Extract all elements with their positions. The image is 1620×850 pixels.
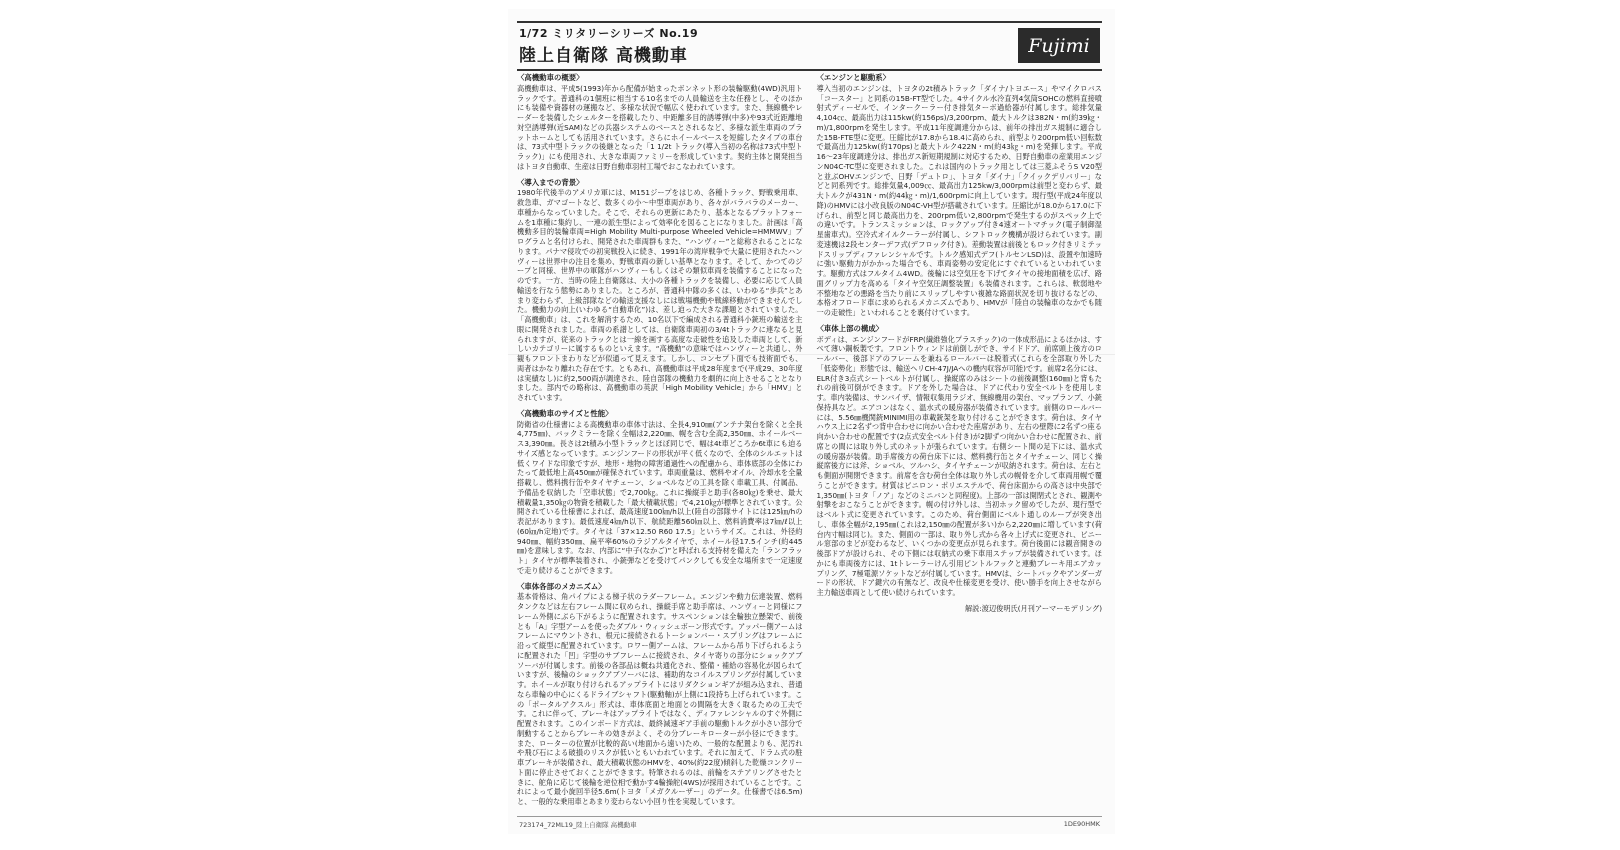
section-heading: 〈高機動車の概要〉: [517, 73, 584, 82]
series-label: 1/72 ミリタリーシリーズ No.19: [519, 27, 699, 40]
section-heading: 〈高機動車のサイズと性能〉: [517, 408, 613, 418]
brand-logo: Fujimi: [1018, 28, 1100, 63]
author-credit: 解説:渡辺俊明氏(月刊アーマーモデリング): [964, 603, 1102, 613]
section-paragraph: 1980年代後半のアメリカ軍には、M151ジープをはじめ、各種トラック、野戦乗用車、救急車、ガマゴートなど、数多くの小〜中型車両があり、各々がバラバラのメーカー、車種からなっていました。そこで、それらの更新にあたり、基本となるプラットフォームを1車種に集約し、一連の派生型によって効率化を図ることになりました。計画は「高機動多目的装輪車両=High Mobility Multi-purpose Wheeled Vehicle=HMMWV」プログラムと名付けられ、開発された車両群もまた、“ハンヴィー”と総称されることになります。パナマ侵攻での初実戦投入に続き、1991年の湾岸戦争で大量に使用されたハンヴィーは世界中の注目を集め、野戦車両の新しい基準となります。そして、かつてのジープと同様、世界中の軍隊がハンヴィーもしくはその類似車両を装備することになったのです。一方、当時の陸上自衛隊は、大小の各種トラックを装備し、必要に応じて人員輸送を行なう態勢にありました。ところが、普通科中隊の多くは、いわゆる“歩兵”とあまり変わらず、上級部隊などの輸送支援なしには戦場機動や戦線移動ができませんでした。機動力の向上(いわゆる“自動車化”)は、差し迫った大きな課題とされていました。「高機動車」は、これを解消するため、10名以下で編成される普通科小銃班の輸送を主眼に開発されました。車両の系譜としては、自衛隊車両初の3/4tトラックに連なると見られますが、従来のトラックとは一線を画する高度な走破性を追及した車両として、新しいカテゴリーに属するものといえます。“高機動”の意味ではハンヴィーと共通し、外観もフロントまわりなどが似通って見えます。しかし、コンセプト面でも技術面でも、両者はかなり離れた存在です。ともあれ、高機動車は平成28年度まで(平成29、30年度は実績なし)に約2,500両が調達され、陸自部隊の機動力を劇的に向上させることとなりました。部内での略称は、高機動車の英訳「High Mobility Vehicle」から「HMV」とされています。: [517, 188, 803, 402]
footer-part-code: 723174_72ML19_陸上自衛隊 高機動車: [519, 821, 637, 829]
section-heading: 〈車体各部のメカニズム〉: [517, 581, 606, 591]
section-paragraph: 高機動車は、平成5(1993)年から配備が始まったボンネット形の装輪駆動(4WD)汎用トラックです。普通科の1個班に相当する10名までの人員輸送を主な任務とし、そのほかにも装備や資器材の運搬など、多様な状況で幅広く使われています。また、無線機やレーダーを装備したシェルターを搭載したり、中距離多目的誘導弾(中多)や93式近距離地対空誘導弾(近SAM)などの兵器システムのベースとされるなど、多様な派生車両のプラットホームとしても活用されています。さらにホイールベースを短縮したタイプの車台は、73式中型トラックの後継となった「1 1/2t トラック(導入当初の名称は73式中型トラック)」にも使用され、大きな車両ファミリーを形成しています。契約主体と開発担当はトヨタ自動車、生産は日野自動車羽村工場でおこなわれています。: [517, 83, 803, 171]
sheet-header: [517, 21, 1102, 71]
section-heading: 〈エンジンと駆動系〉: [816, 73, 891, 82]
section-heading: 〈車体上部の構成〉: [816, 323, 884, 333]
section-paragraph: 防衛省の仕様書による高機動車の車体寸法は、全長4,910㎜(アンテナ架台を除くと全長4,775㎜)、バックミラーを除く全幅は2,220㎜、幌を含む全高2,350㎜、ホイールベース3,390㎜。長さは2t積み小型トラックとほぼ同じで、幅は4t車どころか6t車にも迫るサイズ感となっています。エンジンフードの形状が平く低くなので、全体のシルエットは低くワイドな印象ですが、地形・地物の障害通過性への配慮から、車体底部の全体にわたって最低地上高450㎜が確保されています。車両重量は、燃料やオイル、冷却水を全量搭載し、燃料携行缶やタイヤチェーン、ショベルなどの工具を除く車載工具、付属品、予備品を収納した「空車状態」で2,700㎏。これに操縦手と助手(各80㎏)を乗せ、最大積載量1,350㎏の物資を積載した「最大積載状態」で4,210㎏が標準とされています。公開されている仕様書によれば、最高速度100㎞/h以上(陸自の部隊サイトには125㎞/hの表記があります)。最低速度4㎞/h以下、航続距離560㎞以上、燃料消費率は7㎞/ℓ以上(60㎞/h定地)です。タイヤは「37×12.50 R60 17.5」というサイズ。これは、外径約940㎜、幅約350㎜、扁平率60%のラジアルタイヤで、ホイール径17.5インチ(約445㎜)を意味します。なお、内部に“中子(なかご)”と呼ばれる支持材を備えた「ランフラット」タイヤが標準装着され、小銃弾などを受けてパンクしても安全な場所まで一定速度で走り続けることができます。: [517, 419, 803, 575]
page-title: 陸上自衛隊 高機動車: [519, 46, 688, 66]
sheet-footer: [517, 816, 1102, 829]
section-paragraph: ボディは、エンジンフードがFRP(繊維強化プラスチック)の一体成形品によるほかは、すべて薄い鋼板製です。フロントウィンドは前倒しができ、サイドドア、前席頭上後方のロールバー、後部ドアのフレームを兼ねるロールバーは脱着式(これらを全部取り外した「低姿勢化」形態では、輸送ヘリCH-47J/JAへの機内収容が可能)です。前席2名分には、ELR付き3点式シートベルトが付属し、操縦席のみはシートの前後調整(160㎜)と背もたれの前後可倒ができます。ドアを外した場合は、ドアに代わり安全ベルトを使用します。車内装備は、サンバイザ、情報収集用ラジオ、無線機用の架台、マップランプ、小銃保持具など。エアコンはなく、温水式の暖房器が装備されています。前側のロールバーには、5.56㎜機関銃MINIMI用の車載銃架を取り付けることができます。荷台は、タイヤハウス上に2名ずつ背中合わせに向かい合わせた座席があり、左右の壁際に2名ずつ座る向かい合わせの配置です(2点式安全ベルト付き)が2脚ずつ向かい合わせに配置され、前席との間には取り外し式のネットが張られています。右側シート間の足下には、温水式の暖房器が装備。助手席後方の荷台床下には、燃料携行缶とタイヤチェーン、同じく操縦席後方には斧、ショベル、ツルハシ、タイヤチェーンが収納されます。荷台は、左右とも側面が開閉できます。前席を含む荷台全体は取り外し式の幌骨を介して車両用幌で覆うことができます。材質はビニロン・ポリエステルで、荷台床面からの高さは中央部で1,350㎜(トヨタ「ノア」などのミニバンと同程度)。上部の一部は開閉式とされ、観測や射撃をおこなうことができます。幌の付け外しは、当初ホック留めでしたが、現行型ではベルト式に変更されています。このため、荷台側面にベルト通しのループが突き出し、車体全幅が2,195㎜(これは2,150㎜の配置が多い)から2,220㎜に増しています(荷台内寸幅は同じ)。また、側面の一部は、取り外し式から各々上げ式に変更され、ビニール窓部のまどが変わるなど、いくつかの変更点が見られます。荷台後面には観音開きの後部ドアが設けられ、その下側には収納式の乗下車用ステップが装備されています。ほかにも車両後方には、1tトレーラーけん引用ピントルフックと連動ブレーキ用エアカップリング、7極電源ソケットなどが付属しています。HMVは、シートバックやアンダーガードの形状、ドア鍵穴の有無など、改良や仕様変更を受け、使い勝手を向上させながら主力輸送車両として使い続けられています。: [816, 334, 1102, 597]
footer-sheet-code: 1DE90HMK: [1063, 820, 1100, 828]
section-paragraph: 基本骨格は、角パイプによる梯子状のラダーフレーム。エンジンや動力伝達装置、燃料タンクなどは左右フレーム間に収められ、操縦手席と助手席は、ハンヴィーと同様にフレーム外側にぶら下がるように配置されます。サスペンションは全輪独立懸架で、前後とも「A」字型アームを使ったダブル・ウィッシュボーン形式です。アッパー側アームはフレームにマウントされ、根元に接続されるトーションバー・スプリングはフレームに沿って縦型に配置されています。ロワー側アームは、フレームから吊り下げられるように配置された「凹」字型のサブフレームに接続され、タイヤ寄りの部分にショックアブソーバが付属します。前後の各部品は概ね共通化され、整備・補給の容易化が図られていますが、後輪のショックアブソーバには、補助的なコイルスプリングが付属しています。ホイールが取り付けられるアップライトにはリダクションギアが組み込まれ、普通なら車輪の中心にくるドライブシャフト(駆動軸)が上側に1段持ち上げられています。この「ポータルアクスル」形式は、車体底面と地面との間隔を大きく取るための工夫です。これに伴って、ブレーキはアップライトではなく、ディファレンシャルのすぐ外側に配置されます。このインボード方式は、最終減速ギア手前の駆動トルクが小さい部分で制動することからブレーキの効きがよく、その分ブレーキローターが小径にできます。また、ローターの位置が比較的高い(地面から遠い)ため、一般的な配置よりも、泥汚れや飛び石による破損のリスクが低いともいわれています。それに加えて、ドラム式の駐車ブレーキが装備され、最大積載状態のHMVを、40%(約22度)傾斜した乾燥コンクリート面に停止させておくことができます。特筆されるのは、前輪をステアリングさせたときに、舵角に応じて後輪を逆位相で動かす4輪操舵(4WS)が採用されていることです。これによって最小旋回半径5.6m(トヨタ「メガクルーザー」のデータ。仕様書では6.5m)と、一般的な乗用車とあまり変わらない小回り性を実現しています。: [517, 592, 803, 806]
section-heading: 〈導入までの背景〉: [517, 177, 584, 187]
section-paragraph: 導入当初のエンジンは、トヨタの2t積みトラック「ダイナ/トヨエース」やマイクロバス「コースター」と同系の15B-FT型でした。4サイクル水冷直列4気筒SOHCの燃料直接噴射式ディーゼルで、インタークーラー付き排気ターボ過給器が付属します。総排気量4,104㏄、最高出力は115kw(約156ps)/3,200rpm、最大トルクは382N・m(約39㎏・m)/1,800rpmを発生します。平成11年度調達分からは、前年の排出ガス規制に適合した15B-FTE型に変更。圧縮比が17.8から18.4に高められ、前型より200rpm低い回転数で最高出力125kw(約170ps)と最大トルク422N・m(約43㎏・m)を発揮します。平成16〜23年度調達分は、排出ガス新短期規制に対応するため、日野自動車の産業用エンジンN04C-TC型に変更されました。これは国内のトラック用としては三菱ふそうS V20型と並ぶOHVエンジンで、日野「デュトロ」、トヨタ「ダイナ」「クイックデリバリー」などと同系列です。総排気量4,009㏄、最高出力125kw/3,000rpmは前型と変わらず、最大トルクが431N・m(約44㎏・m)/1,600rpmに向上しています。現行型(平成24年度以降)のHMVには小改良版のN04C-VH型が搭載されています。圧縮比が18.0から17.0に下げられ、前型と同じ最高出力を、200rpm低い2,800rpmで発生するのがスペック上での違いです。トランスミッションは、ロックアップ付き4速オートマチック(電子制御湿星歯車式)。空冷式オイルクーラーが付属し、シフトロック機構が設けられています。副変速機は2段センターデフ式(デフロック付き)。差動装置は前後ともロック付きリミテッドスリップディファレンシャルです。トルク感知式デフ(トルセンLSD)は、設置や加速時に強い駆動力がかかった場合でも、車両姿勢の安定化にすぐれているといわれています。駆動方式はフルタイム4WD。後輪には空気圧を下げてタイヤの接地面積を広げ、路面グリップ力を高める「タイヤ空気圧調整装置」も装備されます。これらは、軟弱地や不整地などの悪路を当たり前にスリップしやすい複雑な路面状況を切り抜けるなどの、本格オフロード車に求められるメカニズムであり、HMVが「陸自の装輪車のなかでも随一の走破性」といわれることを裏付けています。: [816, 83, 1102, 317]
instruction-sheet: [508, 9, 1115, 834]
article-body: [517, 73, 1102, 808]
